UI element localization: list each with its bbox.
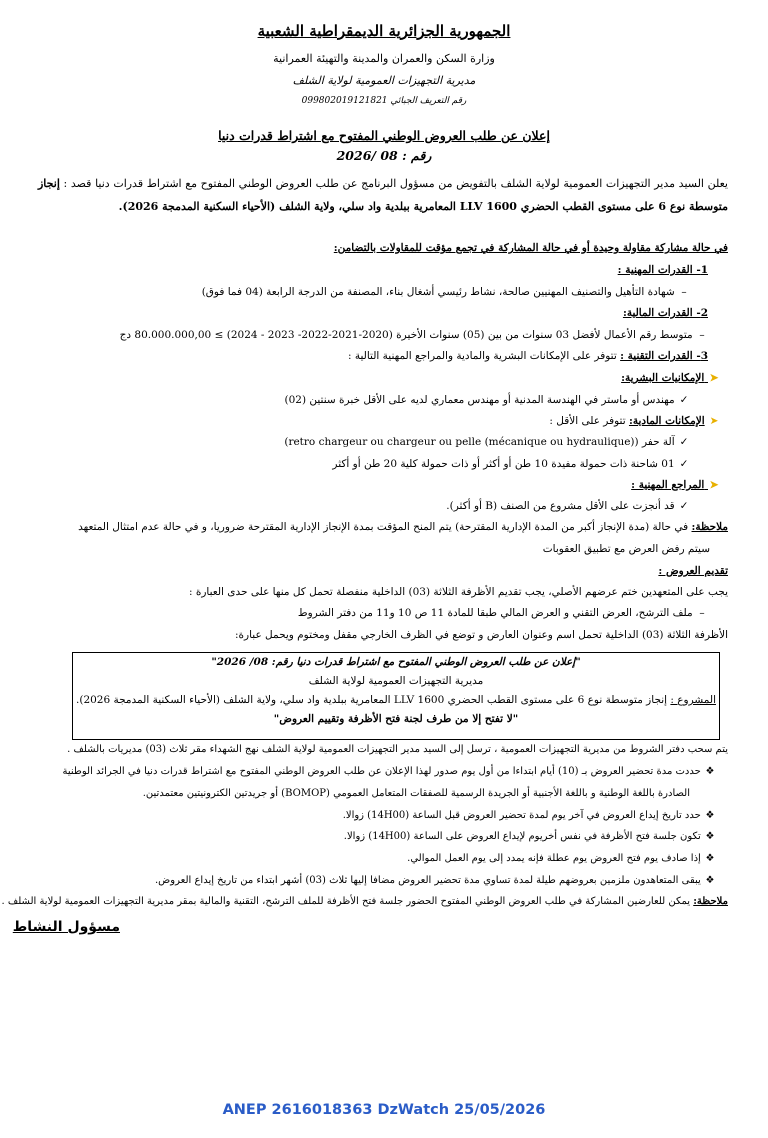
professional-references-item: ✓ قد أنجزت على الأقل مشروع من الصنف (B أو أكثر). [446,500,689,512]
box-directorate: مديرية التجهيزات العمومية لولاية الشلف [308,675,484,687]
checkmark-icon: ✓ [679,458,689,470]
box-project: المشروع : إنجاز متوسطة نوع 6 على مستوى القطب الحضري LLV 1600 المعامرية ببلدية واد سلي، ولاية الشلف (الأحياء السكنية المدمجة 2026). [76,694,716,706]
intro-paragraph [38,172,728,218]
dash-icon: – [699,607,705,619]
checkmark-icon: ✓ [679,500,689,512]
footer-reference: ANEP 2616018363 DzWatch 25/05/2026 [222,1102,546,1118]
technical-capacity-title: 3- القدرات التقنية : [620,350,708,362]
dash-icon: – [699,329,705,341]
final-note-text: يمكن للعارضين المشاركة في طلب العروض الوطني المفتوح الحضور جلسة فتح الأظرفة للملف الترشح، التقنية والمالية بمقر مديرية التجهيزات العمومية لولاية الشلف . [1,896,691,907]
note-text: في حالة (مدة الإنجاز أكبر من المدة الإدارية المقترحة) يتم المنح المؤقت بمدة الإنجاز الإدارية المقترحة ضروريا، و في حالة عدم امتثال المتعهد [78,521,689,533]
intro-project: إنجاز متوسطة نوع 6 على مستوى القطب الحضري LLV 1600 المعامرية ببلدية واد سلي، ولاية الشلف (الأحياء السكنية المدمجة 2026). [38,177,728,213]
technical-capacity-line [8,348,708,364]
directorate-line: مديرية التجهيزات العمومية لولاية الشلف [292,74,476,87]
diamond-bullet-icon: ❖ [705,853,715,864]
note-line [28,519,728,535]
republic-heading: الجمهورية الجزائرية الديمقراطية الشعبية [257,22,511,40]
bullet-holiday: ❖ إذا صادف يوم فتح العروض يوم عطلة فإنه يمدد إلى يوم العمل الموالي. [16,851,716,867]
material-resources-item-1: ✓ آلة حفر (retro chargeur ou chargeur ou pelle (mécanique ou hydraulique)) [284,436,689,448]
signature-title: مسؤول النشاط [12,919,120,935]
bullet-validity: ❖ يبقى المتعاهدون ملزمين بعروضهم طيلة لمدة تساوي مدة تحضير العروض مضافا إليها ثلاث (03) أشهر ابتداء من تاريخ إيداع العروض. [16,873,716,889]
checkmark-icon: ✓ [679,394,689,406]
human-resources-item: ✓ مهندس أو ماستر في الهندسة المدنية أو مهندس معماري لديه على الأقل خبرة سنتين (02) [284,394,689,406]
announcement-number: رقم : 08 /2026 [336,148,432,163]
conditions-heading: في حالة مشاركة مقاولة وحيدة أو في حالة المشاركة في تجمع مؤقت للمقاولات بالتضامن: [333,242,728,254]
bullet-deadline: ❖ حدد تاريخ إيداع العروض في آخر يوم لمدة تحضير العروض قبل الساعة (14H00) زوالا. [16,808,716,824]
bullet-opening: ❖ تكون جلسة فتح الأظرفة في نفس أخريوم لإيداع العروض على الساعة (14H00) زوالا. [16,829,716,845]
technical-capacity-text: تتوفر على الإمكانات البشرية والمادية والمراجع المهنية التالية : [347,350,617,362]
diamond-bullet-icon: ❖ [705,810,715,821]
diamond-bullet-icon: ❖ [705,831,715,842]
material-resources-item-2: ✓ 01 شاحنة ذات حمولة مفيدة 10 طن أو أكثر أو ذات حمولة كلية 20 طن أو أكثر [332,458,689,470]
arrow-bullet-icon: ➤ [709,479,719,491]
professional-capacity-title: 1- القدرات المهنية : [617,264,708,276]
final-note [1,894,728,910]
arrow-bullet-icon: ➤ [709,372,719,384]
submission-text-1: يجب على المتعهدين ختم عرضهم الأصلي، يجب تقديم الأظرفة الثلاثة (03) الداخلية منفصلة تحمل كل منها على حدى العبارة : [188,586,728,598]
checkmark-icon: ✓ [679,436,689,448]
financial-capacity-item: – متوسط رقم الأعمال لأفضل 03 سنوات من بين (05) سنوات الأخيرة (2020-2021-2022- 2023 - 2024) ≥ 80.000.000,00 دج [8,327,708,343]
submission-title: تقديم العروض : [658,565,728,577]
submission-text-2: الأظرفة الثلاثة (03) الداخلية تحمل اسم وعنوان العارض و توضع في الظرف الخارجي مقفل ومختوم ويحمل عبارة: [234,629,728,641]
professional-capacity-item: – شهادة التأهيل والتصنيف المهنيين صالحة، نشاط رئيسي أشغال بناء، المصنفة من الدرجة الرابعة (04 فما فوق) [0,284,690,300]
final-note-label: ملاحظة: [693,896,728,907]
envelope-label-box [72,652,720,740]
note-label: ملاحظة: [691,521,728,533]
note-line-2: سيتم رفض العرض مع تطبيق العقوبات [542,543,710,555]
material-resources-line: ➤ الإمكانات المادية: تتوفر على الأقل : [549,415,719,427]
diamond-bullet-icon: ❖ [705,875,715,886]
announcement-title: إعلان عن طلب العروض الوطني المفتوح مع اشتراط قدرات دنيا [218,128,550,143]
arrow-bullet-icon: ➤ [709,415,719,427]
dash-icon: – [681,286,687,298]
ministry-line: وزارة السكن والعمران والمدينة والتهيئة العمرانية [273,52,495,65]
human-resources-title: ➤ الإمكانيات البشرية: [621,372,719,384]
bullet-duration-cont: الصادرة باللغة الوطنية و باللغة الأجنبية أو الجريدة الرسمية للصفقات المتعامل العمومي (BOMOP) أو جريدتين الكترونيتين معتمدتين. [142,788,690,799]
submission-item: – ملف الترشح، العرض التقني و العرض المالي طبقا للمادة 11 ص 10 و11 من دفتر الشروط [8,605,708,621]
box-do-not-open: "لا تفتح إلا من طرف لجنة فتح الأظرفة وتقييم العروض" [273,713,519,725]
professional-references-title: ➤ المراجع المهنية : [631,479,719,491]
intro-text: يعلن السيد مدير التجهيزات العمومية لولاية الشلف بالتفويض من مسؤول البرنامج عن طلب العروض الوطني المفتوح مع اشتراط قدرات دنيا قصد : [63,177,728,190]
box-title: "إعلان عن طلب العروض الوطني المفتوح مع اشتراط قدرات دنيا رقم: 08/ 2026" [211,656,581,668]
diamond-bullet-icon: ❖ [705,766,715,777]
financial-capacity-title: 2- القدرات المالية: [622,307,708,319]
tax-id-label: رقم التعريف الجبائي 099802019121821 [301,96,467,106]
withdraw-text: يتم سحب دفتر الشروط من مديرية التجهيزات العمومية ، ترسل إلى السيد مدير التجهيزات العمومية لولاية الشلف نهج الشهداء مقر ثلاث (03) مديريات بالشلف . [67,744,728,755]
bullet-duration: ❖ حددت مدة تحضير العروض بـ (10) أيام ابتداءا من أول يوم صدور لهذا الإعلان عن طلب العروض الوطني المفتوح مع اشتراط قدرات دنيا في الجرائد الوطنية [16,764,716,780]
